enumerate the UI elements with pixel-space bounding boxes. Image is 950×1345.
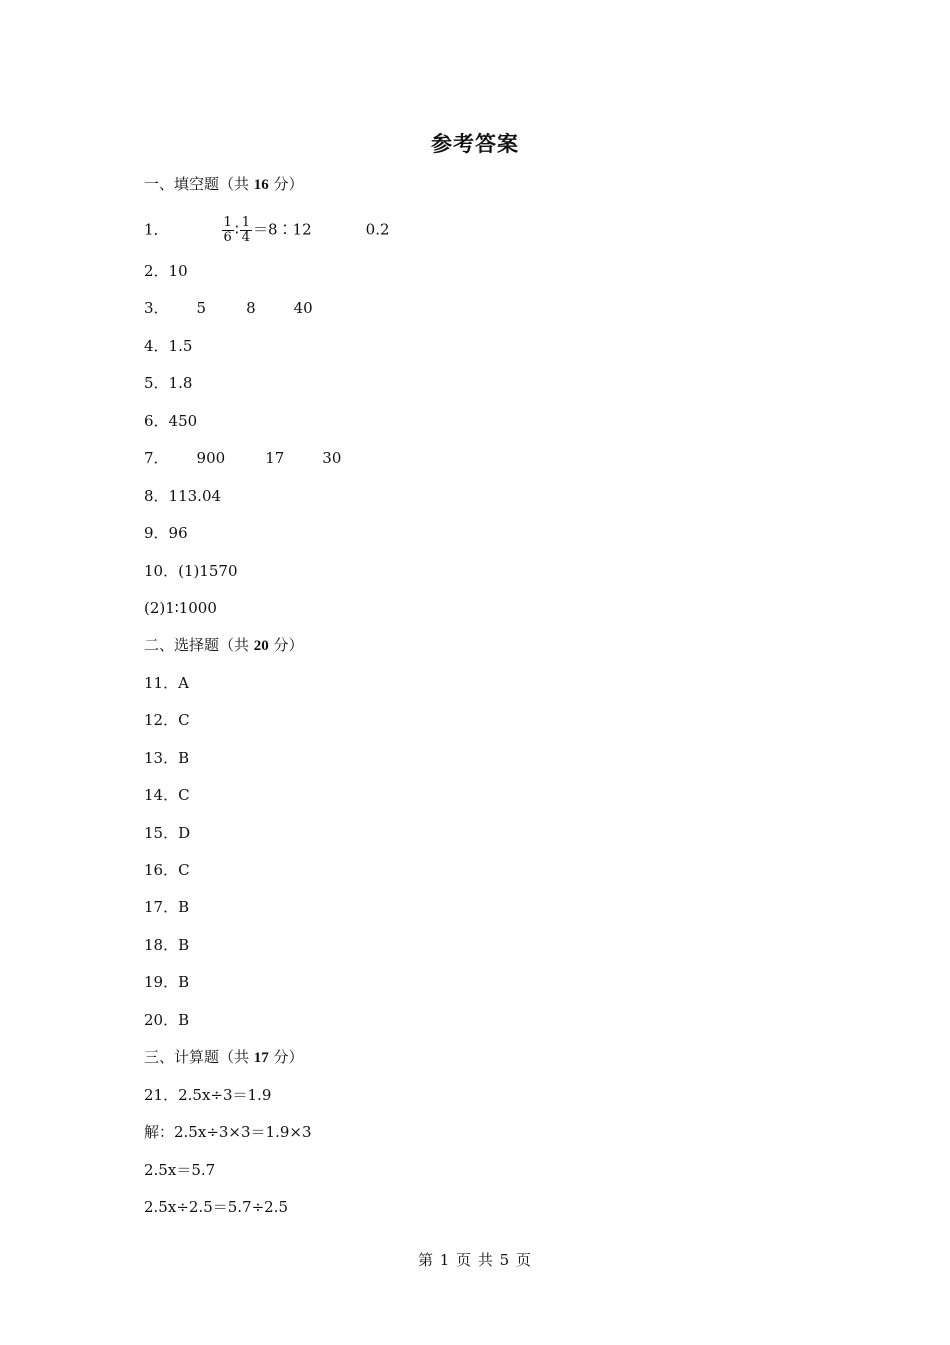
answer-13: 13．B: [144, 749, 190, 767]
answer-9: 9．96: [144, 524, 188, 542]
answer-19: 19．B: [144, 973, 190, 991]
answer-21-step-2: 2.5x＝5.7: [144, 1161, 216, 1179]
fraction-one-fourth: $\frac{1}{4}$: [241, 215, 251, 245]
answer-10-part-1: 10．(1)1570: [144, 562, 238, 580]
answer-5: 5．1.8: [144, 374, 193, 392]
answer-21-step-3: 2.5x÷2.5＝5.7÷2.5: [144, 1198, 289, 1216]
answer-21-equation: 21．2.5x÷3＝1.9: [144, 1086, 272, 1104]
answer-10-part-2: (2)1∶1000: [144, 599, 217, 617]
fraction-one-sixth: $\frac{1}{6}$: [223, 215, 232, 245]
answer-16: 16．C: [144, 861, 190, 879]
answer-15: 15．D: [144, 824, 191, 842]
answer-18: 18．B: [144, 936, 190, 954]
answer-6: 6．450: [144, 412, 198, 430]
answer-2: 2．10: [144, 262, 188, 280]
answer-17: 17．B: [144, 898, 190, 916]
answer-4: 4．1.5: [144, 337, 193, 355]
answer-3: 3． 5 8 40: [144, 299, 313, 317]
page-footer: 第 1 页 共 5 页: [418, 1251, 532, 1269]
answer-7: 7． 900 17 30: [144, 449, 342, 467]
page-title: 参考答案: [431, 131, 519, 156]
answer-1: 1． $\frac{1}{6}$ ∶ $\frac{1}{4}$ ＝8∶12 0.2: [144, 215, 390, 245]
answer-14: 14．C: [144, 786, 190, 804]
answer-8: 8．113.04: [144, 487, 222, 505]
section-heading-calculation: 三、计算题（共 17 分）: [144, 1048, 304, 1066]
answer-11: 11．A: [144, 674, 189, 692]
answer-12: 12．C: [144, 711, 190, 729]
section-heading-multiple-choice: 二、选择题（共 20 分）: [144, 636, 304, 654]
answer-21-step-1: 解：2.5x÷3×3＝1.9×3: [144, 1123, 312, 1141]
answer-20: 20．B: [144, 1011, 190, 1029]
section-heading-fill-in: 一、填空题（共 16 分）: [144, 175, 304, 193]
